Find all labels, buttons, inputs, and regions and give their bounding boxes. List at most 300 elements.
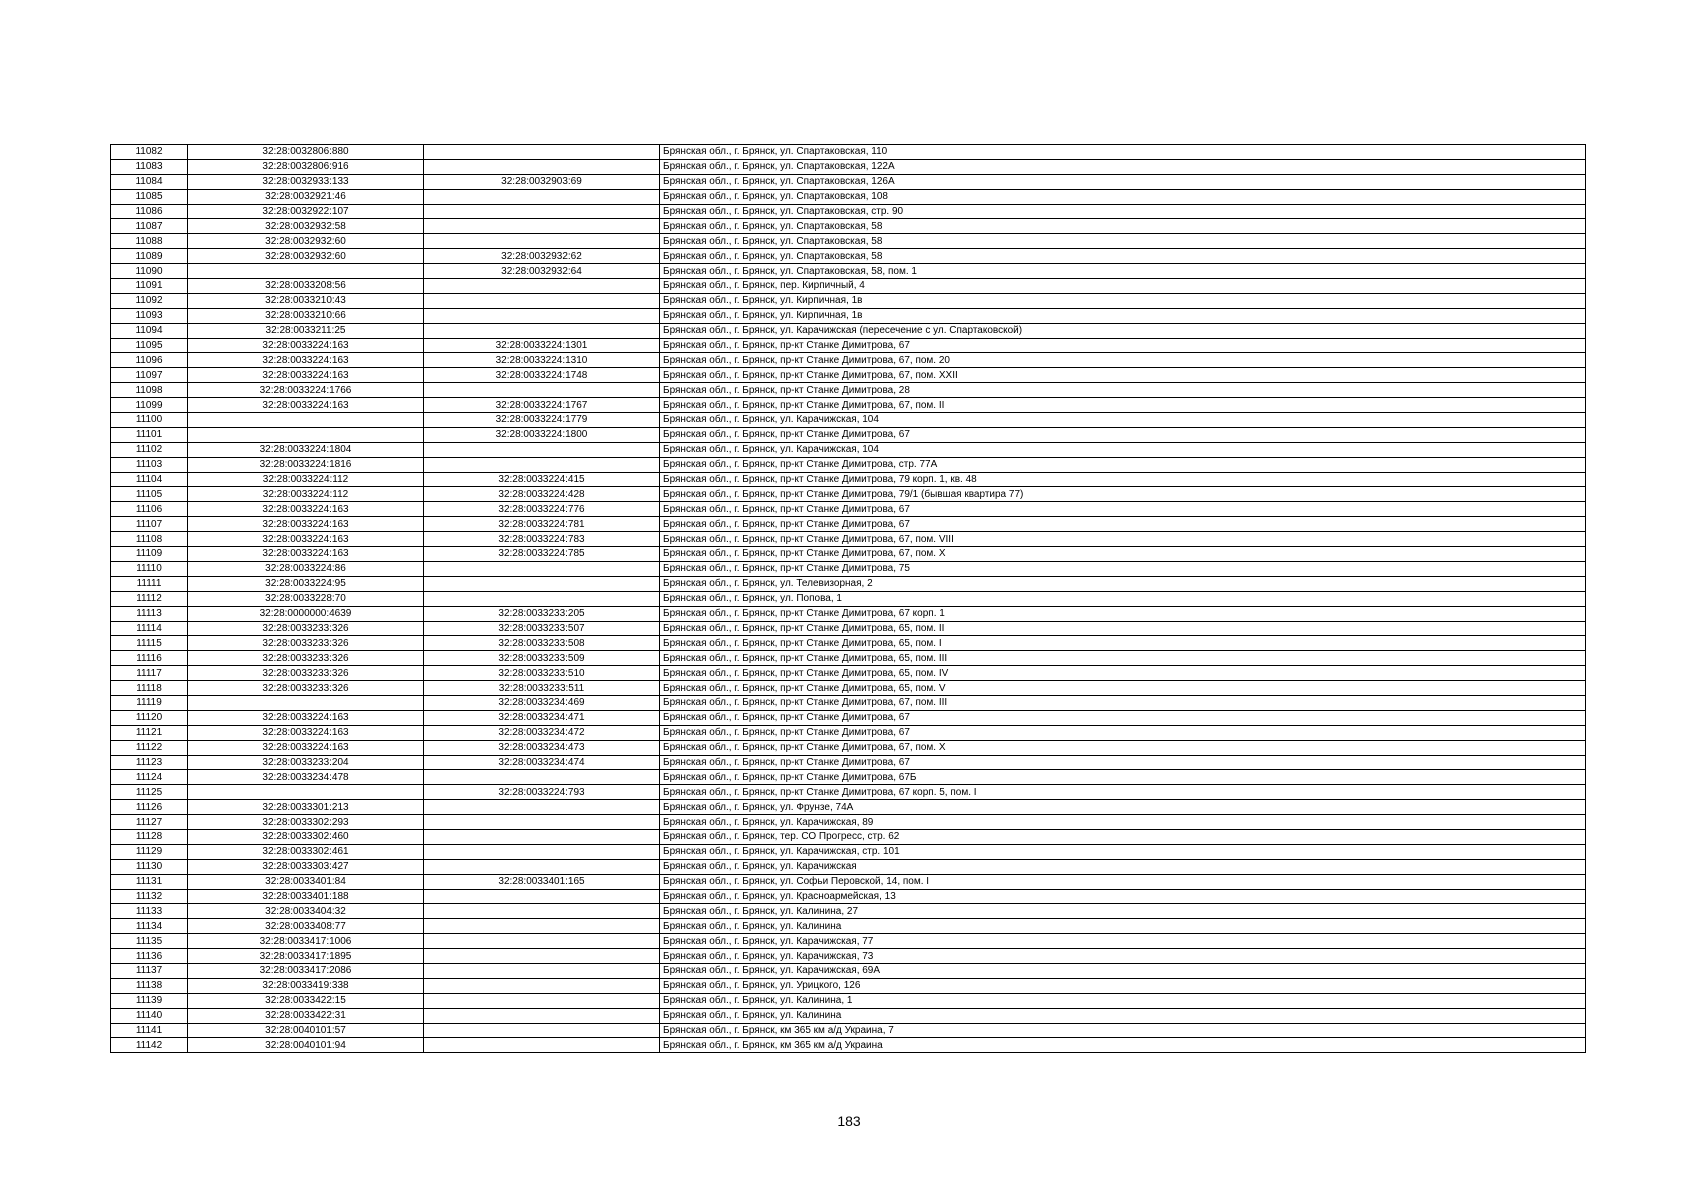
row-number-cell: 11124: [111, 770, 188, 785]
object-cadastral-number-cell: [424, 442, 660, 457]
object-cadastral-number-cell: [424, 844, 660, 859]
row-number-cell: 11096: [111, 353, 188, 368]
object-cadastral-number-cell: 32:28:0032903:69: [424, 174, 660, 189]
object-cadastral-number-cell: 32:28:0033224:781: [424, 517, 660, 532]
row-number-cell: 11138: [111, 978, 188, 993]
table-row: [111, 725, 1586, 740]
row-number-cell: 11125: [111, 785, 188, 800]
table-row: [111, 949, 1586, 964]
row-number-cell: 11134: [111, 919, 188, 934]
address-cell: Брянская обл., г. Брянск, ул. Карачижская, 104: [660, 442, 1586, 457]
land-cadastral-number-cell: 32:28:0033233:326: [188, 621, 424, 636]
row-number-cell: 11100: [111, 413, 188, 428]
table-row: [111, 338, 1586, 353]
table-row: [111, 666, 1586, 681]
row-number-cell: 11101: [111, 427, 188, 442]
object-cadastral-number-cell: 32:28:0033224:793: [424, 785, 660, 800]
land-cadastral-number-cell: 32:28:0032806:880: [188, 145, 424, 160]
land-cadastral-number-cell: 32:28:0032933:133: [188, 174, 424, 189]
row-number-cell: 11108: [111, 532, 188, 547]
address-cell: Брянская обл., г. Брянск, ул. Карачижская, 69А: [660, 963, 1586, 978]
table-row: [111, 874, 1586, 889]
table-row: [111, 889, 1586, 904]
address-cell: Брянская обл., г. Брянск, ул. Телевизорная, 2: [660, 576, 1586, 591]
row-number-cell: 11088: [111, 234, 188, 249]
row-number-cell: 11115: [111, 636, 188, 651]
table-row: [111, 1038, 1586, 1053]
land-cadastral-number-cell: 32:28:0033224:163: [188, 710, 424, 725]
row-number-cell: 11137: [111, 963, 188, 978]
row-number-cell: 11106: [111, 502, 188, 517]
land-cadastral-number-cell: [188, 695, 424, 710]
row-number-cell: 11113: [111, 606, 188, 621]
row-number-cell: 11122: [111, 740, 188, 755]
table-row: [111, 547, 1586, 562]
row-number-cell: 11142: [111, 1038, 188, 1053]
row-number-cell: 11083: [111, 159, 188, 174]
table-row: [111, 993, 1586, 1008]
table-row: [111, 591, 1586, 606]
table-row: [111, 695, 1586, 710]
land-cadastral-number-cell: 32:28:0033228:70: [188, 591, 424, 606]
land-cadastral-number-cell: [188, 264, 424, 279]
row-number-cell: 11090: [111, 264, 188, 279]
land-cadastral-number-cell: 32:28:0033210:66: [188, 308, 424, 323]
object-cadastral-number-cell: [424, 904, 660, 919]
address-cell: Брянская обл., г. Брянск, ул. Попова, 1: [660, 591, 1586, 606]
object-cadastral-number-cell: [424, 293, 660, 308]
table-row: [111, 353, 1586, 368]
address-cell: Брянская обл., г. Брянск, ул. Спартаковская, 122А: [660, 159, 1586, 174]
address-cell: Брянская обл., г. Брянск, пр-кт Станке Димитрова, 65, пом. II: [660, 621, 1586, 636]
row-number-cell: 11109: [111, 547, 188, 562]
object-cadastral-number-cell: [424, 323, 660, 338]
row-number-cell: 11093: [111, 308, 188, 323]
row-number-cell: 11099: [111, 398, 188, 413]
table-row: [111, 1023, 1586, 1038]
table-row: [111, 621, 1586, 636]
row-number-cell: 11092: [111, 293, 188, 308]
object-cadastral-number-cell: [424, 234, 660, 249]
registry-table: [110, 144, 1586, 1053]
table-row: [111, 740, 1586, 755]
object-cadastral-number-cell: 32:28:0033224:428: [424, 487, 660, 502]
table-row: [111, 532, 1586, 547]
object-cadastral-number-cell: [424, 949, 660, 964]
land-cadastral-number-cell: 32:28:0032932:60: [188, 234, 424, 249]
address-cell: Брянская обл., г. Брянск, ул. Софьи Перовской, 14, пом. I: [660, 874, 1586, 889]
address-cell: Брянская обл., г. Брянск, пр-кт Станке Димитрова, 65, пом. IV: [660, 666, 1586, 681]
object-cadastral-number-cell: [424, 145, 660, 160]
land-cadastral-number-cell: 32:28:0033233:326: [188, 666, 424, 681]
land-cadastral-number-cell: 32:28:0033233:326: [188, 681, 424, 696]
address-cell: Брянская обл., г. Брянск, тер. СО Прогресс, стр. 62: [660, 829, 1586, 844]
table-row: [111, 636, 1586, 651]
object-cadastral-number-cell: [424, 859, 660, 874]
object-cadastral-number-cell: [424, 1008, 660, 1023]
land-cadastral-number-cell: 32:28:0033302:461: [188, 844, 424, 859]
row-number-cell: 11098: [111, 383, 188, 398]
land-cadastral-number-cell: 32:28:0000000:4639: [188, 606, 424, 621]
address-cell: Брянская обл., г. Брянск, пр-кт Станке Димитрова, 65, пом. V: [660, 681, 1586, 696]
address-cell: Брянская обл., г. Брянск, ул. Карачижская: [660, 859, 1586, 874]
row-number-cell: 11095: [111, 338, 188, 353]
address-cell: Брянская обл., г. Брянск, пр-кт Станке Димитрова, 67: [660, 755, 1586, 770]
object-cadastral-number-cell: 32:28:0032932:62: [424, 249, 660, 264]
object-cadastral-number-cell: 32:28:0033233:508: [424, 636, 660, 651]
row-number-cell: 11126: [111, 800, 188, 815]
table-row: [111, 710, 1586, 725]
table-row: [111, 800, 1586, 815]
address-cell: Брянская обл., г. Брянск, ул. Карачижская, 73: [660, 949, 1586, 964]
address-cell: Брянская обл., г. Брянск, пер. Кирпичный, 4: [660, 279, 1586, 294]
object-cadastral-number-cell: [424, 919, 660, 934]
land-cadastral-number-cell: 32:28:0032806:916: [188, 159, 424, 174]
object-cadastral-number-cell: 32:28:0033224:776: [424, 502, 660, 517]
address-cell: Брянская обл., г. Брянск, пр-кт Станке Димитрова, 65, пом. I: [660, 636, 1586, 651]
object-cadastral-number-cell: [424, 279, 660, 294]
address-cell: Брянская обл., г. Брянск, пр-кт Станке Димитрова, 67, пом. X: [660, 547, 1586, 562]
land-cadastral-number-cell: 32:28:0033303:427: [188, 859, 424, 874]
object-cadastral-number-cell: [424, 204, 660, 219]
row-number-cell: 11128: [111, 829, 188, 844]
table-row: [111, 904, 1586, 919]
land-cadastral-number-cell: 32:28:0033302:293: [188, 815, 424, 830]
table-row: [111, 978, 1586, 993]
land-cadastral-number-cell: 32:28:0032932:60: [188, 249, 424, 264]
object-cadastral-number-cell: [424, 383, 660, 398]
object-cadastral-number-cell: 32:28:0033224:1779: [424, 413, 660, 428]
object-cadastral-number-cell: [424, 159, 660, 174]
row-number-cell: 11105: [111, 487, 188, 502]
address-cell: Брянская обл., г. Брянск, ул. Спартаковская, 58: [660, 234, 1586, 249]
row-number-cell: 11086: [111, 204, 188, 219]
row-number-cell: 11123: [111, 755, 188, 770]
row-number-cell: 11089: [111, 249, 188, 264]
address-cell: Брянская обл., г. Брянск, пр-кт Станке Димитрова, 67: [660, 517, 1586, 532]
land-cadastral-number-cell: 32:28:0033224:163: [188, 725, 424, 740]
land-cadastral-number-cell: 32:28:0032932:58: [188, 219, 424, 234]
address-cell: Брянская обл., г. Брянск, пр-кт Станке Димитрова, 79/1 (бывшая квартира 77): [660, 487, 1586, 502]
land-cadastral-number-cell: [188, 785, 424, 800]
land-cadastral-number-cell: 32:28:0033224:86: [188, 561, 424, 576]
table-row: [111, 323, 1586, 338]
row-number-cell: 11112: [111, 591, 188, 606]
table-row: [111, 264, 1586, 279]
table-row: [111, 308, 1586, 323]
object-cadastral-number-cell: 32:28:0033233:510: [424, 666, 660, 681]
address-cell: Брянская обл., г. Брянск, ул. Спартаковская, стр. 90: [660, 204, 1586, 219]
land-cadastral-number-cell: 32:28:0033233:326: [188, 651, 424, 666]
address-cell: Брянская обл., г. Брянск, ул. Кирпичная, 1в: [660, 293, 1586, 308]
object-cadastral-number-cell: [424, 815, 660, 830]
row-number-cell: 11130: [111, 859, 188, 874]
land-cadastral-number-cell: 32:28:0033401:188: [188, 889, 424, 904]
land-cadastral-number-cell: 32:28:0032921:46: [188, 189, 424, 204]
object-cadastral-number-cell: [424, 963, 660, 978]
row-number-cell: 11141: [111, 1023, 188, 1038]
row-number-cell: 11082: [111, 145, 188, 160]
table-row: [111, 219, 1586, 234]
table-row: [111, 1008, 1586, 1023]
table-row: [111, 844, 1586, 859]
address-cell: Брянская обл., г. Брянск, ул. Карачижская, 77: [660, 934, 1586, 949]
object-cadastral-number-cell: 32:28:0032932:64: [424, 264, 660, 279]
land-cadastral-number-cell: 32:28:0033211:25: [188, 323, 424, 338]
land-cadastral-number-cell: 32:28:0033224:163: [188, 740, 424, 755]
land-cadastral-number-cell: 32:28:0033224:163: [188, 338, 424, 353]
address-cell: Брянская обл., г. Брянск, ул. Спартаковская, 58: [660, 249, 1586, 264]
land-cadastral-number-cell: 32:28:0033408:77: [188, 919, 424, 934]
address-cell: Брянская обл., г. Брянск, пр-кт Станке Димитрова, 67, пом. III: [660, 695, 1586, 710]
land-cadastral-number-cell: 32:28:0040101:57: [188, 1023, 424, 1038]
object-cadastral-number-cell: [424, 591, 660, 606]
object-cadastral-number-cell: 32:28:0033224:1310: [424, 353, 660, 368]
address-cell: Брянская обл., г. Брянск, пр-кт Станке Димитрова, 65, пом. III: [660, 651, 1586, 666]
address-cell: Брянская обл., г. Брянск, ул. Карачижская, 89: [660, 815, 1586, 830]
row-number-cell: 11102: [111, 442, 188, 457]
object-cadastral-number-cell: 32:28:0033224:415: [424, 472, 660, 487]
land-cadastral-number-cell: 32:28:0033422:31: [188, 1008, 424, 1023]
address-cell: Брянская обл., г. Брянск, пр-кт Станке Димитрова, стр. 77А: [660, 457, 1586, 472]
land-cadastral-number-cell: 32:28:0033401:84: [188, 874, 424, 889]
address-cell: Брянская обл., г. Брянск, пр-кт Станке Димитрова, 67: [660, 710, 1586, 725]
table-row: [111, 457, 1586, 472]
row-number-cell: 11103: [111, 457, 188, 472]
land-cadastral-number-cell: 32:28:0033224:1804: [188, 442, 424, 457]
object-cadastral-number-cell: [424, 561, 660, 576]
row-number-cell: 11120: [111, 710, 188, 725]
table-row: [111, 189, 1586, 204]
address-cell: Брянская обл., г. Брянск, ул. Спартаковская, 58, пом. 1: [660, 264, 1586, 279]
row-number-cell: 11119: [111, 695, 188, 710]
address-cell: Брянская обл., г. Брянск, пр-кт Станке Димитрова, 67: [660, 502, 1586, 517]
land-cadastral-number-cell: 32:28:0033301:213: [188, 800, 424, 815]
row-number-cell: 11116: [111, 651, 188, 666]
land-cadastral-number-cell: 32:28:0033417:1895: [188, 949, 424, 964]
address-cell: Брянская обл., г. Брянск, ул. Карачижская (пересечение с ул. Спартаковской): [660, 323, 1586, 338]
land-cadastral-number-cell: 32:28:0033404:32: [188, 904, 424, 919]
object-cadastral-number-cell: 32:28:0033234:469: [424, 695, 660, 710]
table-row: [111, 413, 1586, 428]
address-cell: Брянская обл., г. Брянск, ул. Калинина: [660, 919, 1586, 934]
object-cadastral-number-cell: 32:28:0033224:1800: [424, 427, 660, 442]
address-cell: Брянская обл., г. Брянск, пр-кт Станке Димитрова, 67, пом. X: [660, 740, 1586, 755]
land-cadastral-number-cell: 32:28:0033224:163: [188, 517, 424, 532]
object-cadastral-number-cell: 32:28:0033401:165: [424, 874, 660, 889]
row-number-cell: 11084: [111, 174, 188, 189]
row-number-cell: 11111: [111, 576, 188, 591]
page-number: 183: [837, 1113, 861, 1129]
row-number-cell: 11133: [111, 904, 188, 919]
address-cell: Брянская обл., г. Брянск, ул. Калинина: [660, 1008, 1586, 1023]
object-cadastral-number-cell: 32:28:0033234:473: [424, 740, 660, 755]
land-cadastral-number-cell: 32:28:0033233:326: [188, 636, 424, 651]
table-row: [111, 502, 1586, 517]
object-cadastral-number-cell: [424, 308, 660, 323]
object-cadastral-number-cell: [424, 993, 660, 1008]
object-cadastral-number-cell: 32:28:0033233:509: [424, 651, 660, 666]
row-number-cell: 11131: [111, 874, 188, 889]
row-number-cell: 11104: [111, 472, 188, 487]
row-number-cell: 11135: [111, 934, 188, 949]
object-cadastral-number-cell: 32:28:0033233:507: [424, 621, 660, 636]
address-cell: Брянская обл., г. Брянск, ул. Спартаковская, 126А: [660, 174, 1586, 189]
address-cell: Брянская обл., г. Брянск, ул. Спартаковская, 108: [660, 189, 1586, 204]
address-cell: Брянская обл., г. Брянск, ул. Урицкого, 126: [660, 978, 1586, 993]
address-cell: Брянская обл., г. Брянск, пр-кт Станке Димитрова, 67 корп. 1: [660, 606, 1586, 621]
table-row: [111, 576, 1586, 591]
row-number-cell: 11118: [111, 681, 188, 696]
table-row: [111, 174, 1586, 189]
address-cell: Брянская обл., г. Брянск, ул. Карачижская, 104: [660, 413, 1586, 428]
address-cell: Брянская обл., г. Брянск, ул. Красноармейская, 13: [660, 889, 1586, 904]
object-cadastral-number-cell: [424, 1038, 660, 1053]
table-row: [111, 681, 1586, 696]
land-cadastral-number-cell: 32:28:0033419:338: [188, 978, 424, 993]
land-cadastral-number-cell: 32:28:0033302:460: [188, 829, 424, 844]
land-cadastral-number-cell: 32:28:0033224:163: [188, 547, 424, 562]
object-cadastral-number-cell: 32:28:0033234:472: [424, 725, 660, 740]
object-cadastral-number-cell: [424, 457, 660, 472]
address-cell: Брянская обл., г. Брянск, пр-кт Станке Димитрова, 67: [660, 427, 1586, 442]
address-cell: Брянская обл., г. Брянск, пр-кт Станке Димитрова, 67Б: [660, 770, 1586, 785]
address-cell: Брянская обл., г. Брянск, ул. Фрунзе, 74А: [660, 800, 1586, 815]
object-cadastral-number-cell: [424, 189, 660, 204]
land-cadastral-number-cell: 32:28:0033422:15: [188, 993, 424, 1008]
land-cadastral-number-cell: [188, 427, 424, 442]
table-row: [111, 427, 1586, 442]
land-cadastral-number-cell: 32:28:0032922:107: [188, 204, 424, 219]
row-number-cell: 11110: [111, 561, 188, 576]
object-cadastral-number-cell: 32:28:0033233:205: [424, 606, 660, 621]
land-cadastral-number-cell: 32:28:0033224:95: [188, 576, 424, 591]
land-cadastral-number-cell: 32:28:0033224:163: [188, 398, 424, 413]
table-row: [111, 234, 1586, 249]
land-cadastral-number-cell: 32:28:0040101:94: [188, 1038, 424, 1053]
land-cadastral-number-cell: 32:28:0033224:163: [188, 502, 424, 517]
land-cadastral-number-cell: 32:28:0033208:56: [188, 279, 424, 294]
table-row: [111, 517, 1586, 532]
row-number-cell: 11139: [111, 993, 188, 1008]
land-cadastral-number-cell: 32:28:0033224:163: [188, 532, 424, 547]
address-cell: Брянская обл., г. Брянск, ул. Карачижская, стр. 101: [660, 844, 1586, 859]
table-row: [111, 963, 1586, 978]
table-row: [111, 159, 1586, 174]
table-row: [111, 204, 1586, 219]
row-number-cell: 11129: [111, 844, 188, 859]
table-row: [111, 561, 1586, 576]
object-cadastral-number-cell: [424, 770, 660, 785]
table-row: [111, 934, 1586, 949]
table-row: [111, 442, 1586, 457]
table-row: [111, 145, 1586, 160]
table-row: [111, 398, 1586, 413]
land-cadastral-number-cell: 32:28:0033224:1816: [188, 457, 424, 472]
object-cadastral-number-cell: 32:28:0033234:471: [424, 710, 660, 725]
table-row: [111, 770, 1586, 785]
object-cadastral-number-cell: 32:28:0033224:1767: [424, 398, 660, 413]
row-number-cell: 11127: [111, 815, 188, 830]
object-cadastral-number-cell: 32:28:0033224:1748: [424, 368, 660, 383]
row-number-cell: 11087: [111, 219, 188, 234]
table-row: [111, 472, 1586, 487]
row-number-cell: 11117: [111, 666, 188, 681]
address-cell: Брянская обл., г. Брянск, ул. Калинина, 1: [660, 993, 1586, 1008]
object-cadastral-number-cell: [424, 1023, 660, 1038]
table-row: [111, 279, 1586, 294]
row-number-cell: 11094: [111, 323, 188, 338]
row-number-cell: 11121: [111, 725, 188, 740]
row-number-cell: 11114: [111, 621, 188, 636]
object-cadastral-number-cell: [424, 889, 660, 904]
table-row: [111, 815, 1586, 830]
land-cadastral-number-cell: 32:28:0033234:478: [188, 770, 424, 785]
object-cadastral-number-cell: [424, 800, 660, 815]
table-row: [111, 755, 1586, 770]
address-cell: Брянская обл., г. Брянск, ул. Спартаковская, 110: [660, 145, 1586, 160]
address-cell: Брянская обл., г. Брянск, пр-кт Станке Димитрова, 67, пом. VIII: [660, 532, 1586, 547]
row-number-cell: 11136: [111, 949, 188, 964]
address-cell: Брянская обл., г. Брянск, пр-кт Станке Димитрова, 75: [660, 561, 1586, 576]
table-row: [111, 829, 1586, 844]
object-cadastral-number-cell: 32:28:0033224:1301: [424, 338, 660, 353]
address-cell: Брянская обл., г. Брянск, пр-кт Станке Димитрова, 67, пом. II: [660, 398, 1586, 413]
table-body: [111, 145, 1586, 1053]
object-cadastral-number-cell: [424, 934, 660, 949]
address-cell: Брянская обл., г. Брянск, пр-кт Станке Димитрова, 67 корп. 5, пом. I: [660, 785, 1586, 800]
land-cadastral-number-cell: 32:28:0033417:2086: [188, 963, 424, 978]
address-cell: Брянская обл., г. Брянск, пр-кт Станке Димитрова, 67: [660, 725, 1586, 740]
row-number-cell: 11140: [111, 1008, 188, 1023]
object-cadastral-number-cell: [424, 829, 660, 844]
object-cadastral-number-cell: 32:28:0033224:785: [424, 547, 660, 562]
address-cell: Брянская обл., г. Брянск, ул. Калинина, 27: [660, 904, 1586, 919]
table-row: [111, 383, 1586, 398]
address-cell: Брянская обл., г. Брянск, пр-кт Станке Димитрова, 79 корп. 1, кв. 48: [660, 472, 1586, 487]
table-row: [111, 368, 1586, 383]
table-row: [111, 785, 1586, 800]
row-number-cell: 11091: [111, 279, 188, 294]
land-cadastral-number-cell: 32:28:0033224:163: [188, 353, 424, 368]
row-number-cell: 11132: [111, 889, 188, 904]
address-cell: Брянская обл., г. Брянск, пр-кт Станке Димитрова, 67, пом. 20: [660, 353, 1586, 368]
address-cell: Брянская обл., г. Брянск, км 365 км а/д Украина, 7: [660, 1023, 1586, 1038]
row-number-cell: 11085: [111, 189, 188, 204]
table-row: [111, 249, 1586, 264]
table-row: [111, 606, 1586, 621]
row-number-cell: 11097: [111, 368, 188, 383]
address-cell: Брянская обл., г. Брянск, пр-кт Станке Димитрова, 67, пом. XXII: [660, 368, 1586, 383]
table-row: [111, 293, 1586, 308]
address-cell: Брянская обл., г. Брянск, пр-кт Станке Димитрова, 67: [660, 338, 1586, 353]
object-cadastral-number-cell: [424, 576, 660, 591]
land-cadastral-number-cell: [188, 413, 424, 428]
table-row: [111, 919, 1586, 934]
table-row: [111, 859, 1586, 874]
address-cell: Брянская обл., г. Брянск, пр-кт Станке Димитрова, 28: [660, 383, 1586, 398]
object-cadastral-number-cell: [424, 978, 660, 993]
table-row: [111, 651, 1586, 666]
land-cadastral-number-cell: 32:28:0033210:43: [188, 293, 424, 308]
object-cadastral-number-cell: [424, 219, 660, 234]
address-cell: Брянская обл., г. Брянск, ул. Кирпичная, 1в: [660, 308, 1586, 323]
address-cell: Брянская обл., г. Брянск, км 365 км а/д Украина: [660, 1038, 1586, 1053]
table-row: [111, 487, 1586, 502]
address-cell: Брянская обл., г. Брянск, ул. Спартаковская, 58: [660, 219, 1586, 234]
land-cadastral-number-cell: 32:28:0033224:1766: [188, 383, 424, 398]
object-cadastral-number-cell: 32:28:0033233:511: [424, 681, 660, 696]
